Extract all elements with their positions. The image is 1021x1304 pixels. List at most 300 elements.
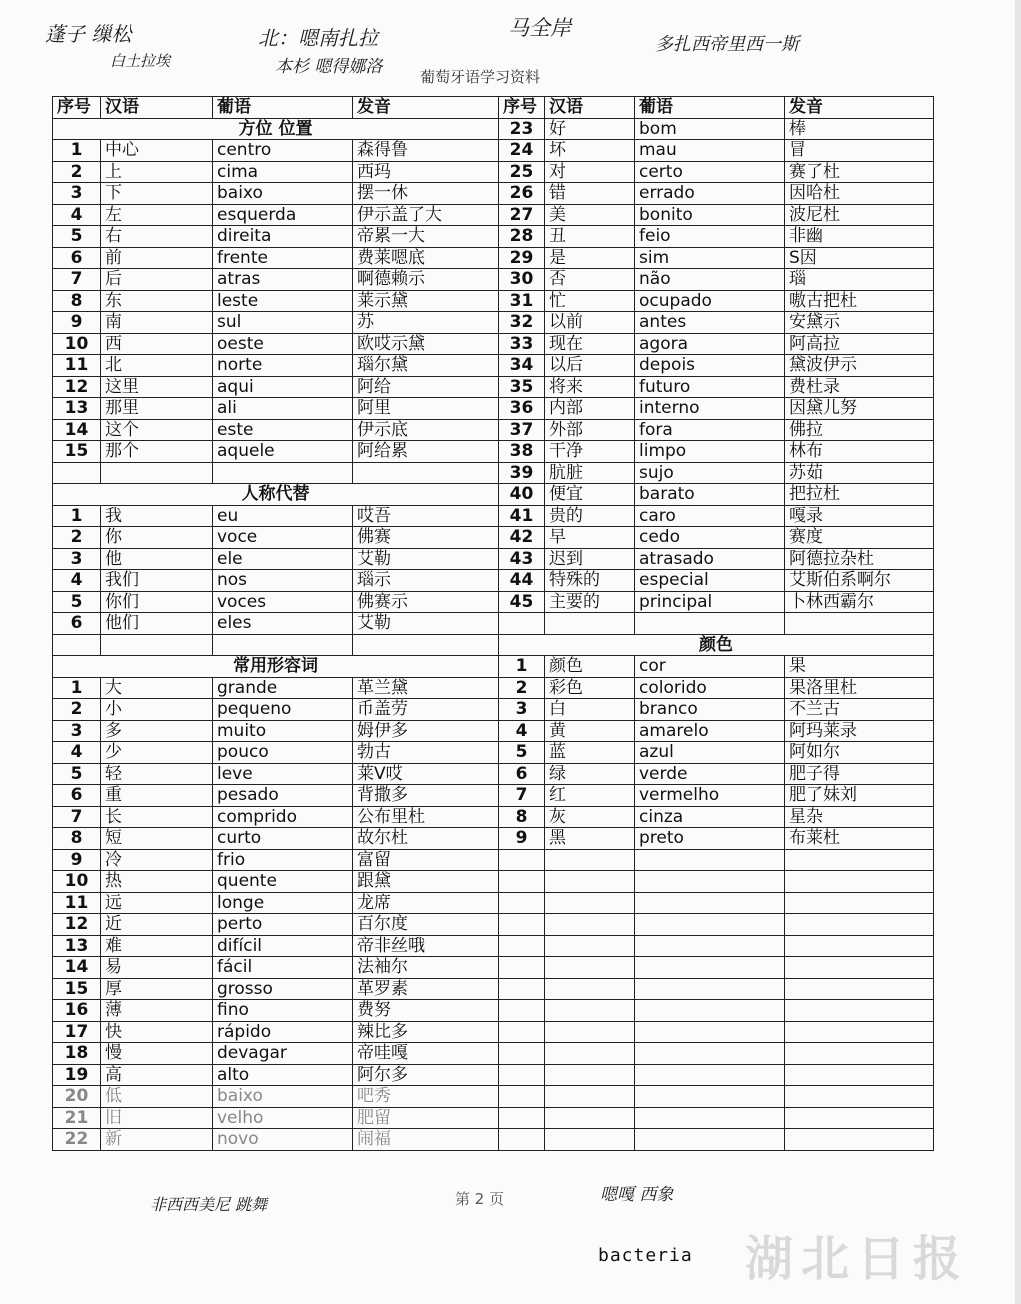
cell-number: 4 (53, 570, 101, 592)
cell-portuguese: amarelo (635, 720, 785, 742)
table-header-row (499, 97, 934, 119)
table-row (499, 720, 934, 742)
cell-pronunciation: 非幽 (785, 226, 934, 248)
cell-number: 8 (53, 290, 101, 312)
table-row (499, 376, 934, 398)
cell-chinese: 迟到 (545, 548, 635, 570)
handwritten-word-bacteria: bacteria (598, 1245, 693, 1266)
cell-number: 4 (53, 204, 101, 226)
cell-portuguese: especial (635, 570, 785, 592)
cell-chinese: 颜色 (545, 656, 635, 678)
cell-pronunciation: 苏茹 (785, 462, 934, 484)
table-row (499, 849, 934, 871)
cell-portuguese: barato (635, 484, 785, 506)
table-row (53, 957, 499, 979)
cell-portuguese: aqui (213, 376, 353, 398)
cell-number: 6 (499, 763, 545, 785)
cell-portuguese: cedo (635, 527, 785, 549)
cell-portuguese: fino (213, 1000, 353, 1022)
cell-number: 2 (499, 677, 545, 699)
cell-number: 13 (53, 935, 101, 957)
cell-portuguese: norte (213, 355, 353, 377)
cell-portuguese: muito (213, 720, 353, 742)
cell-chinese (545, 914, 635, 936)
cell-portuguese (635, 1086, 785, 1108)
cell-chinese: 坏 (545, 140, 635, 162)
cell-number: 6 (53, 785, 101, 807)
cell-chinese: 特殊的 (545, 570, 635, 592)
table-row (499, 699, 934, 721)
table-row (53, 419, 499, 441)
page-number: 第 2 页 (455, 1190, 505, 1208)
cell-portuguese: atras (213, 269, 353, 291)
cell-pronunciation: 瑙尔黛 (353, 355, 499, 377)
cell-pronunciation: 帝哇嘎 (353, 1043, 499, 1065)
cell-number: 38 (499, 441, 545, 463)
cell-number: 20 (53, 1086, 101, 1108)
cell-chinese: 少 (101, 742, 213, 764)
cell-pronunciation (785, 1107, 934, 1129)
cell-number: 8 (499, 806, 545, 828)
cell-pronunciation (785, 1000, 934, 1022)
cell-portuguese: limpo (635, 441, 785, 463)
cell-portuguese (635, 1107, 785, 1129)
cell-portuguese (635, 1021, 785, 1043)
table-row (499, 742, 934, 764)
cell-portuguese (635, 1000, 785, 1022)
cell-pronunciation: 币盖劳 (353, 699, 499, 721)
cell-pronunciation: 黛波伊示 (785, 355, 934, 377)
cell-portuguese: pesado (213, 785, 353, 807)
handwritten-note-bottom-right: 嗯嘎 西象 (600, 1185, 674, 1205)
cell-pronunciation: 龙席 (353, 892, 499, 914)
cell-portuguese: nos (213, 570, 353, 592)
watermark-logo: 湖北日报 (745, 1231, 970, 1287)
cell-chinese: 难 (101, 935, 213, 957)
header-pronunciation: 发音 (353, 97, 499, 119)
cell-chinese: 多 (101, 720, 213, 742)
cell-portuguese: pequeno (213, 699, 353, 721)
section-heading-row (53, 484, 499, 506)
table-row (53, 806, 499, 828)
cell-portuguese: este (213, 419, 353, 441)
table-row (499, 1129, 934, 1151)
table-row (499, 677, 934, 699)
table-row (53, 1043, 499, 1065)
table-row (499, 785, 934, 807)
cell-pronunciation: 莱示黛 (353, 290, 499, 312)
cell-pronunciation: 嘎录 (785, 505, 934, 527)
cell-pronunciation (785, 1043, 934, 1065)
table-row (53, 204, 499, 226)
cell-portuguese: leste (213, 290, 353, 312)
cell-chinese (545, 1107, 635, 1129)
cell-portuguese: feio (635, 226, 785, 248)
cell-chinese: 右 (101, 226, 213, 248)
cell-chinese: 北 (101, 355, 213, 377)
cell-chinese: 白 (545, 699, 635, 721)
section-heading: 常用形容词 (53, 656, 499, 678)
cell-number (499, 849, 545, 871)
table-row (53, 892, 499, 914)
cell-chinese: 忙 (545, 290, 635, 312)
header-number: 序号 (499, 97, 545, 119)
cell-chinese: 厚 (101, 978, 213, 1000)
cell-portuguese: sim (635, 247, 785, 269)
cell-portuguese: comprido (213, 806, 353, 828)
cell-portuguese: azul (635, 742, 785, 764)
cell-chinese: 长 (101, 806, 213, 828)
cell-number (499, 957, 545, 979)
cell-pronunciation (785, 935, 934, 957)
cell-portuguese: principal (635, 591, 785, 613)
cell-pronunciation: 公布里杜 (353, 806, 499, 828)
table-row (53, 1086, 499, 1108)
cell-pronunciation: 阿德拉杂杜 (785, 548, 934, 570)
table-row (53, 226, 499, 248)
cell-portuguese: voces (213, 591, 353, 613)
cell-number: 2 (53, 161, 101, 183)
cell-chinese: 现在 (545, 333, 635, 355)
vocab-table-left (52, 96, 499, 1151)
table-row (499, 398, 934, 420)
cell-portuguese: grosso (213, 978, 353, 1000)
cell-chinese (545, 1043, 635, 1065)
cell-portuguese: fora (635, 419, 785, 441)
cell-portuguese: ocupado (635, 290, 785, 312)
cell-number: 11 (53, 355, 101, 377)
cell-portuguese: quente (213, 871, 353, 893)
cell-portuguese (635, 914, 785, 936)
cell-chinese: 新 (101, 1129, 213, 1151)
cell-number: 3 (53, 183, 101, 205)
cell-chinese: 小 (101, 699, 213, 721)
table-row (53, 591, 499, 613)
table-row (499, 226, 934, 248)
cell-number: 7 (53, 269, 101, 291)
cell-number: 37 (499, 419, 545, 441)
cell-pronunciation: 瑙示 (353, 570, 499, 592)
cell-portuguese: bom (635, 118, 785, 140)
cell-portuguese: frio (213, 849, 353, 871)
cell-portuguese (635, 1129, 785, 1151)
cell-number (499, 1043, 545, 1065)
table-row (53, 140, 499, 162)
cell-chinese: 这里 (101, 376, 213, 398)
cell-portuguese: fácil (213, 957, 353, 979)
table-row (499, 935, 934, 957)
cell-chinese: 丑 (545, 226, 635, 248)
cell-pronunciation: 莱V哎 (353, 763, 499, 785)
handwritten-note-top-left: 蓬子 缫松 (45, 22, 132, 46)
cell-chinese: 否 (545, 269, 635, 291)
table-row (499, 591, 934, 613)
table-row (53, 1107, 499, 1129)
table-row (53, 376, 499, 398)
cell-pronunciation: 波尼杜 (785, 204, 934, 226)
cell-chinese: 易 (101, 957, 213, 979)
cell-chinese: 轻 (101, 763, 213, 785)
cell-chinese (545, 935, 635, 957)
cell-portuguese: interno (635, 398, 785, 420)
handwritten-note-top-mid: 北：嗯南扎拉 (258, 26, 378, 50)
cell-portuguese: curto (213, 828, 353, 850)
cell-pronunciation: 费杜录 (785, 376, 934, 398)
cell-chinese: 是 (545, 247, 635, 269)
cell-chinese: 东 (101, 290, 213, 312)
cell-chinese: 黄 (545, 720, 635, 742)
cell-chinese: 下 (101, 183, 213, 205)
cell-portuguese: rápido (213, 1021, 353, 1043)
cell-portuguese (635, 849, 785, 871)
cell-portuguese: cor (635, 656, 785, 678)
cell-portuguese: ele (213, 548, 353, 570)
cell-portuguese: aquele (213, 441, 353, 463)
cell-number (53, 462, 101, 484)
cell-chinese (545, 957, 635, 979)
header-portuguese: 葡语 (213, 97, 353, 119)
cell-pronunciation: 不兰古 (785, 699, 934, 721)
table-row (53, 570, 499, 592)
cell-pronunciation (785, 613, 934, 635)
cell-number: 21 (53, 1107, 101, 1129)
cell-pronunciation: 星杂 (785, 806, 934, 828)
cell-portuguese (635, 613, 785, 635)
cell-number: 22 (53, 1129, 101, 1151)
cell-pronunciation: 闹福 (353, 1129, 499, 1151)
cell-portuguese: agora (635, 333, 785, 355)
cell-chinese: 重 (101, 785, 213, 807)
table-row (53, 1000, 499, 1022)
cell-number: 42 (499, 527, 545, 549)
handwritten-note-top-right: 多扎西帝里西一斯 (655, 34, 799, 55)
table-row (53, 462, 499, 484)
cell-number: 5 (53, 591, 101, 613)
cell-number: 36 (499, 398, 545, 420)
cell-pronunciation: 辣比多 (353, 1021, 499, 1043)
cell-number: 19 (53, 1064, 101, 1086)
cell-pronunciation: 佛赛示 (353, 591, 499, 613)
cell-portuguese: longe (213, 892, 353, 914)
cell-pronunciation: 因黛儿努 (785, 398, 934, 420)
cell-number: 30 (499, 269, 545, 291)
table-row (499, 118, 934, 140)
cell-number: 6 (53, 247, 101, 269)
cell-pronunciation: 背撒多 (353, 785, 499, 807)
cell-number: 29 (499, 247, 545, 269)
cell-portuguese: preto (635, 828, 785, 850)
cell-chinese: 那里 (101, 398, 213, 420)
cell-pronunciation: 卜林西霸尔 (785, 591, 934, 613)
cell-number: 3 (499, 699, 545, 721)
cell-chinese (101, 634, 213, 656)
sheet-title: 葡萄牙语学习资料 (420, 68, 541, 86)
table-row (499, 1000, 934, 1022)
cell-chinese: 左 (101, 204, 213, 226)
cell-number (499, 978, 545, 1000)
table-row (499, 1021, 934, 1043)
cell-number: 2 (53, 527, 101, 549)
table-row (53, 763, 499, 785)
cell-portuguese (635, 892, 785, 914)
cell-portuguese (635, 1043, 785, 1065)
cell-pronunciation: 阿给 (353, 376, 499, 398)
table-row (53, 269, 499, 291)
table-row (499, 140, 934, 162)
section-heading: 颜色 (499, 634, 934, 656)
cell-portuguese: antes (635, 312, 785, 334)
cell-portuguese: velho (213, 1107, 353, 1129)
cell-number: 32 (499, 312, 545, 334)
table-row (499, 204, 934, 226)
table-row (53, 677, 499, 699)
cell-portuguese: devagar (213, 1043, 353, 1065)
cell-portuguese: eu (213, 505, 353, 527)
cell-portuguese (635, 1064, 785, 1086)
cell-chinese (545, 978, 635, 1000)
cell-pronunciation: 革罗素 (353, 978, 499, 1000)
cell-chinese: 肮脏 (545, 462, 635, 484)
cell-pronunciation: 林布 (785, 441, 934, 463)
cell-number: 33 (499, 333, 545, 355)
cell-chinese: 灰 (545, 806, 635, 828)
table-row (53, 355, 499, 377)
table-row (499, 462, 934, 484)
cell-number: 5 (53, 763, 101, 785)
cell-portuguese: leve (213, 763, 353, 785)
cell-chinese: 热 (101, 871, 213, 893)
table-row (53, 613, 499, 635)
header-number: 序号 (53, 97, 101, 119)
table-row (53, 935, 499, 957)
table-row (53, 699, 499, 721)
cell-pronunciation: 艾勒 (353, 613, 499, 635)
cell-chinese: 内部 (545, 398, 635, 420)
cell-number: 17 (53, 1021, 101, 1043)
cell-number: 9 (499, 828, 545, 850)
cell-chinese: 美 (545, 204, 635, 226)
cell-number: 12 (53, 376, 101, 398)
cell-pronunciation: 赛了杜 (785, 161, 934, 183)
cell-portuguese: ali (213, 398, 353, 420)
cell-pronunciation: 革兰黛 (353, 677, 499, 699)
table-row (499, 957, 934, 979)
cell-chinese: 主要的 (545, 591, 635, 613)
cell-pronunciation: 百尔度 (353, 914, 499, 936)
cell-chinese: 冷 (101, 849, 213, 871)
scan-edge (1015, 0, 1021, 1304)
section-heading: 人称代替 (53, 484, 499, 506)
cell-number: 34 (499, 355, 545, 377)
cell-pronunciation (353, 634, 499, 656)
table-row (53, 398, 499, 420)
table-row (53, 978, 499, 1000)
table-row (53, 849, 499, 871)
cell-pronunciation (785, 871, 934, 893)
cell-number: 9 (53, 312, 101, 334)
cell-pronunciation: 摆一休 (353, 183, 499, 205)
cell-portuguese: oeste (213, 333, 353, 355)
table-row (499, 548, 934, 570)
cell-chinese: 以前 (545, 312, 635, 334)
table-row (499, 914, 934, 936)
cell-pronunciation: 阿高拉 (785, 333, 934, 355)
cell-portuguese: baixo (213, 1086, 353, 1108)
cell-chinese (545, 871, 635, 893)
cell-portuguese: grande (213, 677, 353, 699)
cell-chinese: 高 (101, 1064, 213, 1086)
cell-number: 4 (499, 720, 545, 742)
cell-number: 27 (499, 204, 545, 226)
cell-number: 3 (53, 548, 101, 570)
cell-number: 5 (53, 226, 101, 248)
cell-number: 26 (499, 183, 545, 205)
cell-portuguese: pouco (213, 742, 353, 764)
cell-number: 2 (53, 699, 101, 721)
cell-portuguese: caro (635, 505, 785, 527)
cell-chinese: 你 (101, 527, 213, 549)
cell-pronunciation: 艾斯伯系啊尔 (785, 570, 934, 592)
section-heading-row (53, 118, 499, 140)
cell-chinese: 黑 (545, 828, 635, 850)
cell-pronunciation: 肥子得 (785, 763, 934, 785)
header-pronunciation: 发音 (785, 97, 934, 119)
cell-chinese: 远 (101, 892, 213, 914)
vocab-table-right (498, 96, 934, 1151)
cell-number: 5 (499, 742, 545, 764)
cell-chinese: 薄 (101, 1000, 213, 1022)
cell-chinese: 便宜 (545, 484, 635, 506)
table-row (53, 914, 499, 936)
cell-number: 1 (53, 677, 101, 699)
cell-number (499, 892, 545, 914)
cell-chinese: 这个 (101, 419, 213, 441)
cell-number (499, 1000, 545, 1022)
cell-chinese: 快 (101, 1021, 213, 1043)
table-row (53, 183, 499, 205)
table-row (499, 763, 934, 785)
table-row (499, 183, 934, 205)
cell-chinese: 干净 (545, 441, 635, 463)
handwritten-note-top-left-2: 白土拉埃 (110, 52, 171, 70)
cell-number: 13 (53, 398, 101, 420)
cell-pronunciation: 棒 (785, 118, 934, 140)
cell-portuguese: bonito (635, 204, 785, 226)
table-row (499, 269, 934, 291)
cell-pronunciation: 阿如尔 (785, 742, 934, 764)
table-row (53, 1129, 499, 1151)
cell-number: 4 (53, 742, 101, 764)
cell-portuguese (635, 957, 785, 979)
cell-pronunciation (785, 978, 934, 1000)
handwritten-note-top-center: 马全岸 (508, 16, 571, 40)
cell-chinese: 短 (101, 828, 213, 850)
cell-number: 6 (53, 613, 101, 635)
cell-chinese: 近 (101, 914, 213, 936)
cell-pronunciation: 阿给累 (353, 441, 499, 463)
cell-chinese: 低 (101, 1086, 213, 1108)
cell-chinese: 你们 (101, 591, 213, 613)
section-heading-row (53, 656, 499, 678)
cell-pronunciation: 冒 (785, 140, 934, 162)
cell-pronunciation: 法袖尔 (353, 957, 499, 979)
cell-chinese: 外部 (545, 419, 635, 441)
table-row (499, 1043, 934, 1065)
cell-portuguese: eles (213, 613, 353, 635)
cell-chinese: 旧 (101, 1107, 213, 1129)
cell-chinese: 他 (101, 548, 213, 570)
cell-pronunciation: 姆伊多 (353, 720, 499, 742)
